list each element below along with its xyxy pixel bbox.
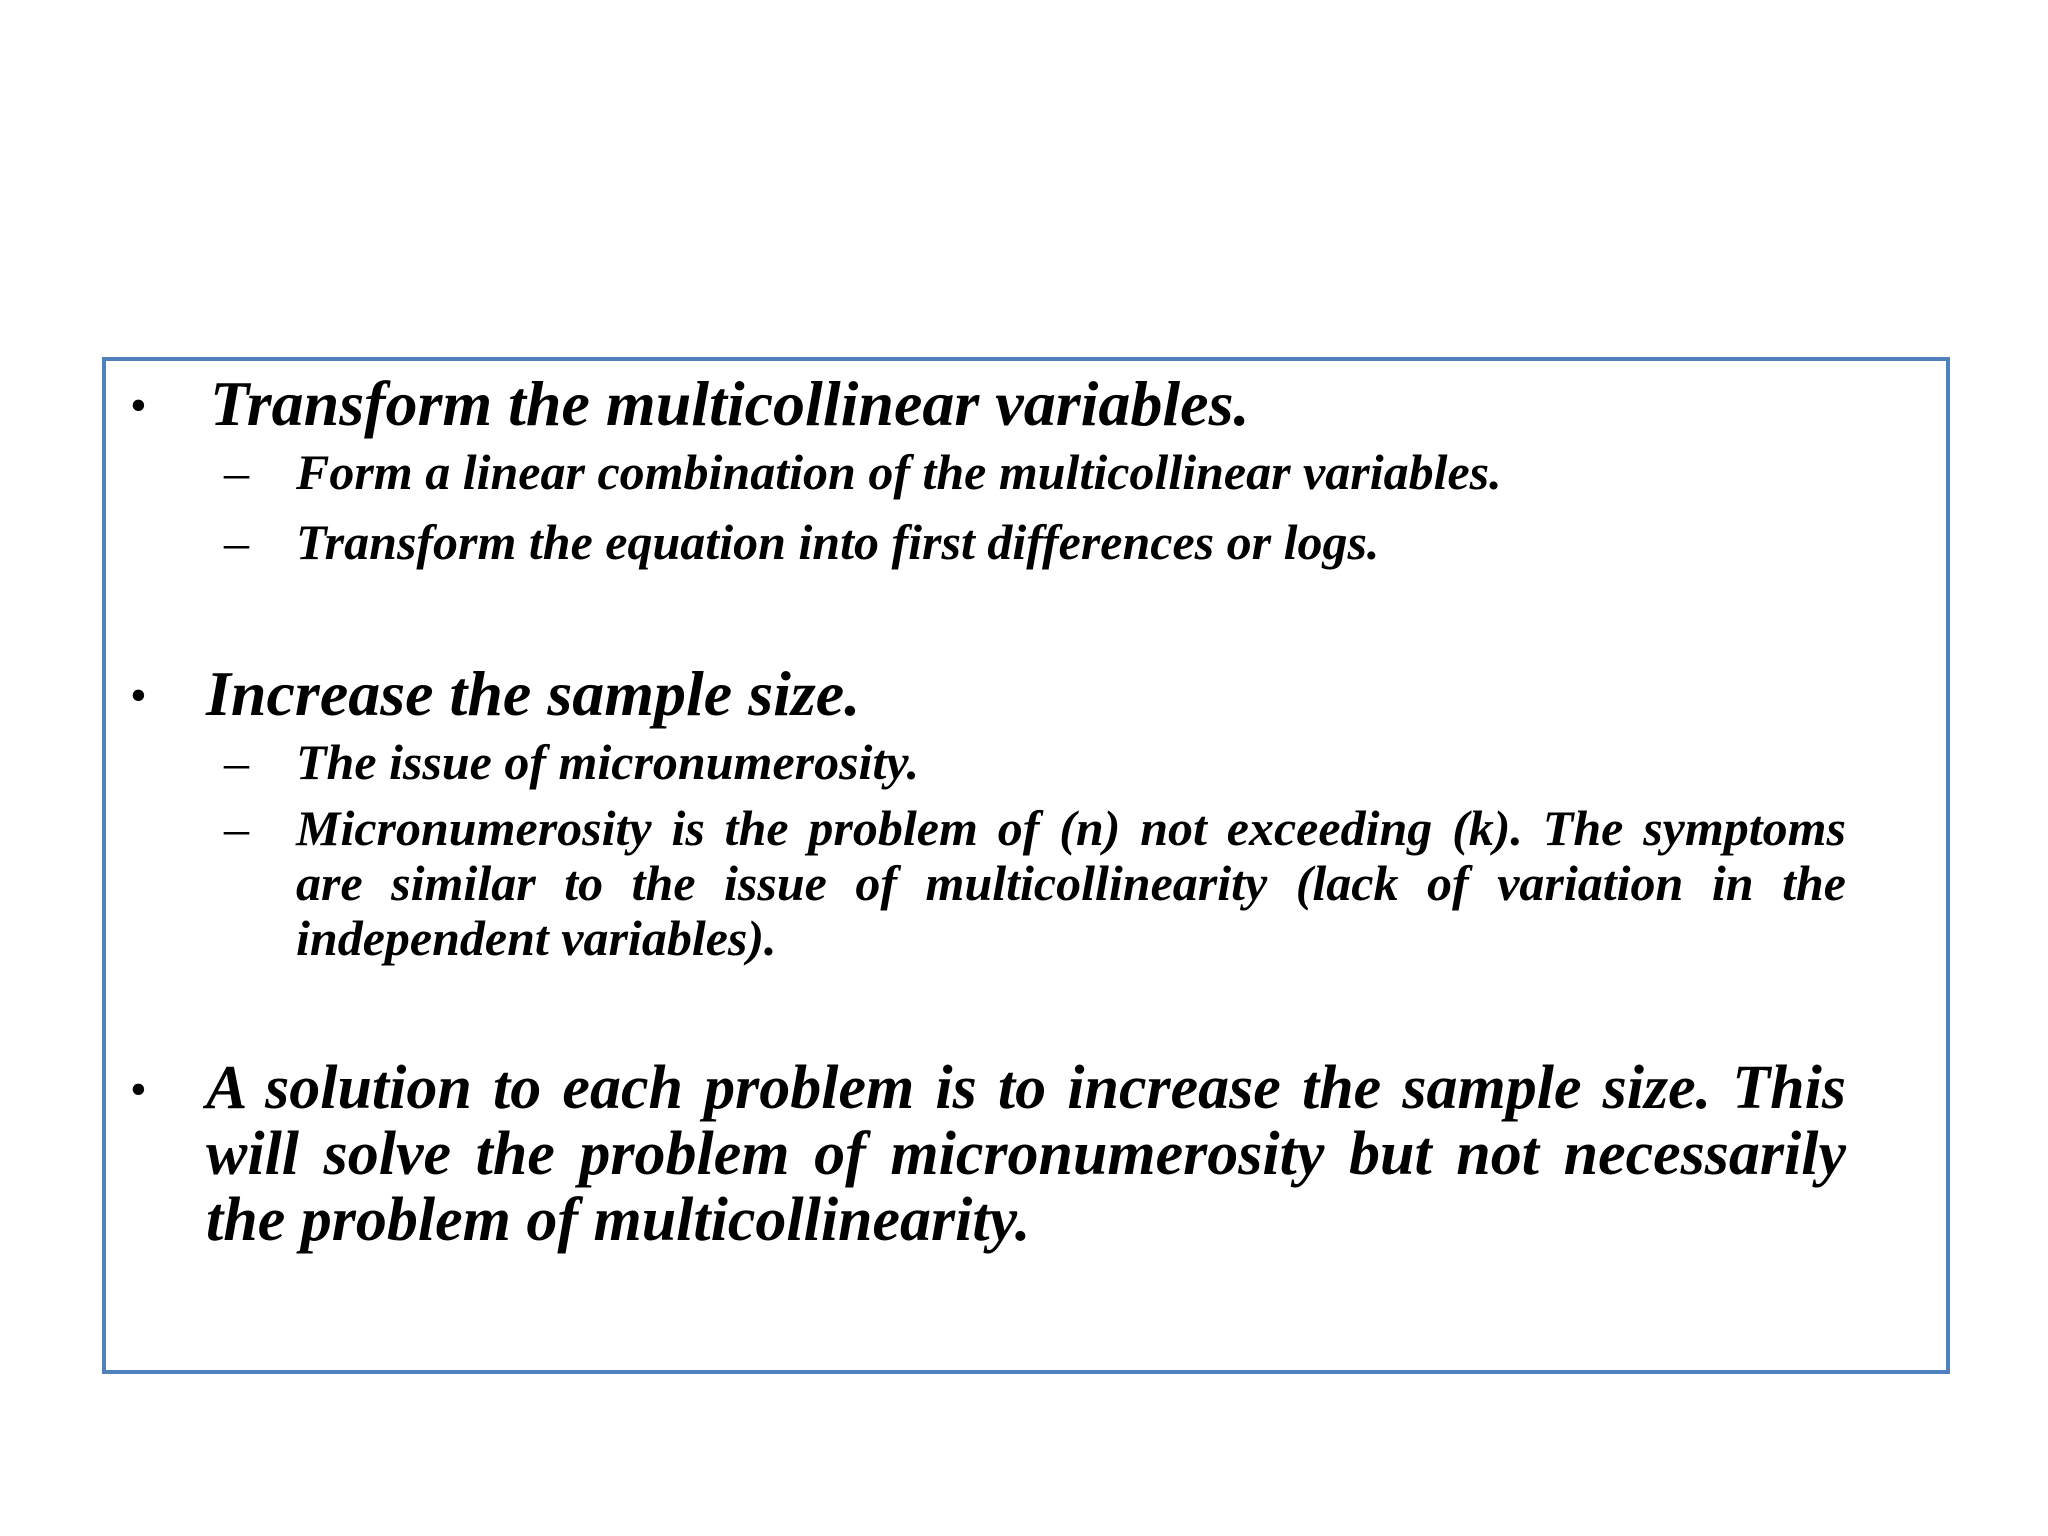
bullet-item-solution [130,1054,1846,1254]
sub-bullet-item [224,514,1856,570]
bullet-text: Increase the sample size. [206,658,861,729]
bullet-icon: • [130,1063,147,1116]
content-box [102,357,1950,1374]
sub-bullet-item [224,734,1856,790]
bullet-icon: • [130,379,147,432]
sub-bullet-text: Transform the equation into first differences or logs. [296,514,1380,570]
sub-bullet-text: The issue of micronumerosity. [296,734,920,790]
sub-bullet-item [224,444,1856,500]
dash-icon: – [224,734,249,790]
bullet-text: Transform the multicollinear variables. [210,368,1250,439]
bullet-item-transform [130,368,1830,439]
bullet-item-sample-size [130,658,1826,729]
dash-icon: – [224,444,249,500]
dash-icon: – [224,514,249,570]
dash-icon: – [224,800,249,856]
bullet-icon: • [130,669,147,722]
bullet-text: A solution to each problem is to increase the sample size. This will solve the problem of micronumerosity but not necessarily the problem of multicollinearity. [206,1054,1846,1254]
sub-bullet-item [224,800,1846,966]
sub-bullet-text: Form a linear combination of the multicollinear variables. [296,444,1502,500]
sub-bullet-text: Micronumerosity is the problem of (n) not exceeding (k). The symptoms are similar to the issue of multicollinearity (lack of variation in the independent variables). [296,800,1846,966]
